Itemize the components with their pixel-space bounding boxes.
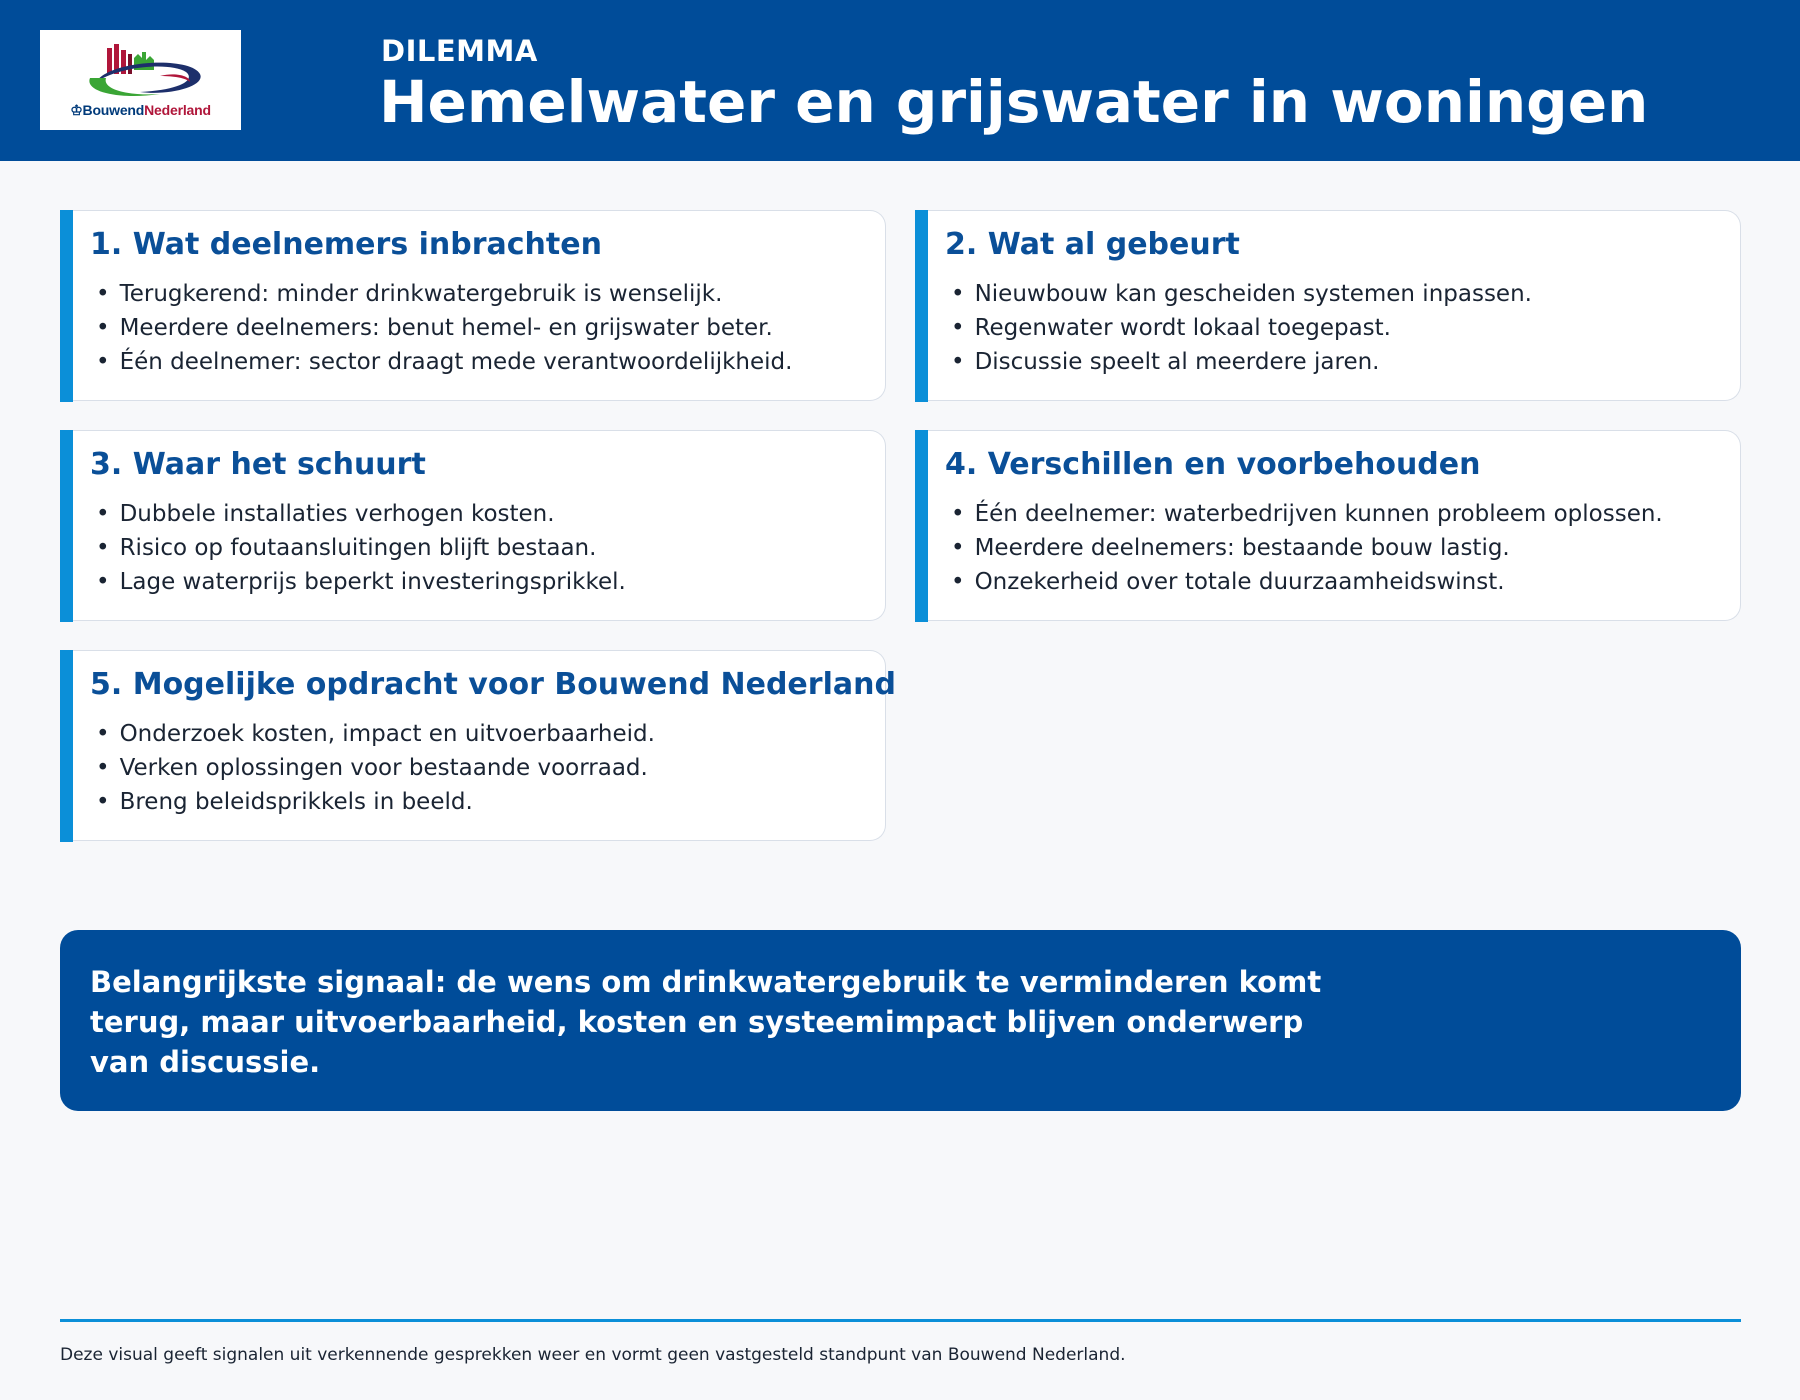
logo-text-part2: Nederland: [144, 102, 211, 118]
card-list: [96, 277, 792, 379]
eyebrow-label: DILEMMA: [381, 34, 538, 68]
key-signal-box: [60, 930, 1741, 1111]
card-title: 5. Mogelijke opdracht voor Bouwend Nederland: [90, 667, 896, 702]
footer-disclaimer: Deze visual geeft signalen uit verkennende gesprekken weer en vormt geen vastgesteld standpunt van Bouwend Nederland.: [60, 1345, 1126, 1365]
list-item: • Breng beleidsprikkels in beeld.: [96, 785, 655, 819]
card-list: [96, 497, 626, 599]
card-list: [951, 277, 1532, 379]
card-accent-bar: [60, 210, 73, 402]
list-item: • Onderzoek kosten, impact en uitvoerbaarheid.: [96, 717, 655, 751]
list-item: • Onzekerheid over totale duurzaamheidswinst.: [951, 565, 1663, 599]
card-list: [951, 497, 1663, 599]
card-wat-deelnemers-inbrachten: [60, 210, 886, 401]
list-item: • Lage waterprijs beperkt investeringsprikkel.: [96, 565, 626, 599]
card-list: [96, 717, 655, 819]
logo-text-part1: Bouwend: [82, 102, 145, 118]
card-title: 3. Waar het schuurt: [90, 447, 426, 482]
list-item: • Terugkerend: minder drinkwatergebruik is wenselijk.: [96, 277, 792, 311]
bouwend-nederland-logo: [40, 30, 241, 130]
logo-wordmark: [40, 102, 241, 119]
header-banner: [0, 0, 1800, 161]
footer-divider: [60, 1319, 1741, 1322]
card-accent-bar: [915, 210, 928, 402]
list-item: • Risico op foutaansluitingen blijft bestaan.: [96, 531, 626, 565]
list-item: • Dubbele installaties verhogen kosten.: [96, 497, 626, 531]
key-signal-text: Belangrijkste signaal: de wens om drinkwatergebruik te verminderen komt terug, maar uitvoerbaarheid, kosten en systeemimpact blijven onderwerp van discussie.: [90, 965, 1322, 1079]
card-verschillen-en-voorbehouden: [915, 430, 1741, 621]
card-title: 2. Wat al gebeurt: [945, 227, 1240, 262]
card-accent-bar: [60, 430, 73, 622]
card-mogelijke-opdracht: [60, 650, 896, 841]
list-item: • Verken oplossingen voor bestaande voorraad.: [96, 751, 655, 785]
page-title: Hemelwater en grijswater in woningen: [379, 68, 1649, 136]
card-accent-bar: [60, 650, 73, 842]
card-waar-het-schuurt: [60, 430, 886, 621]
list-item: • Meerdere deelnemers: bestaande bouw lastig.: [951, 531, 1663, 565]
list-item: • Één deelnemer: waterbedrijven kunnen probleem oplossen.: [951, 497, 1663, 531]
list-item: • Discussie speelt al meerdere jaren.: [951, 345, 1532, 379]
crown-icon: ♔: [70, 102, 83, 118]
card-title: 4. Verschillen en voorbehouden: [945, 447, 1481, 482]
list-item: • Regenwater wordt lokaal toegepast.: [951, 311, 1532, 345]
list-item: • Één deelnemer: sector draagt mede verantwoordelijkheid.: [96, 345, 792, 379]
card-wat-al-gebeurt: [915, 210, 1741, 401]
card-title: 1. Wat deelnemers inbrachten: [90, 227, 602, 262]
card-accent-bar: [915, 430, 928, 622]
list-item: • Meerdere deelnemers: benut hemel- en grijswater beter.: [96, 311, 792, 345]
list-item: • Nieuwbouw kan gescheiden systemen inpassen.: [951, 277, 1532, 311]
